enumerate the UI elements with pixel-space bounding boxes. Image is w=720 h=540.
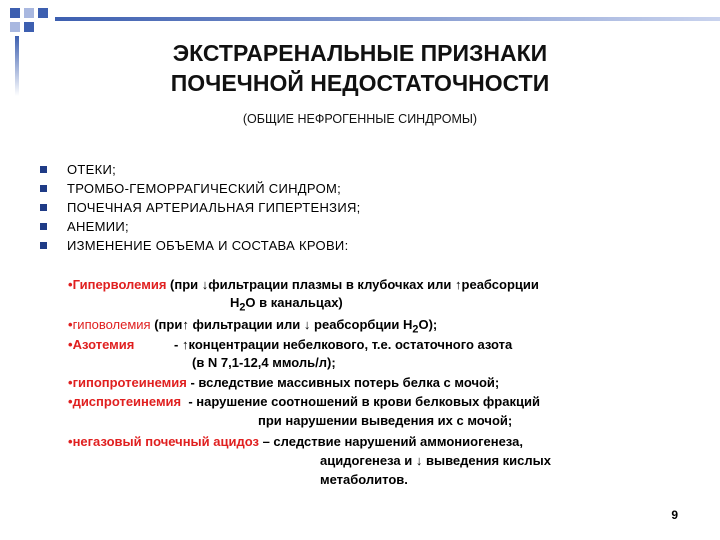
deco-square [10, 22, 20, 32]
square-bullet-icon [40, 204, 47, 211]
left-stripe [15, 36, 19, 96]
red-bullet: • [68, 375, 73, 390]
term-acidosis: негазовый почечный ацидоз [72, 434, 259, 449]
title-line-1: ЭКСТРАРЕНАЛЬНЫЕ ПРИЗНАКИ [172, 40, 548, 66]
detail-line [192, 354, 336, 371]
detail-text: концентрации небелкового, т.е. остаточного азота [188, 337, 513, 352]
detail-text: выведения кислых [422, 453, 551, 468]
term-hypoproteinemia: гипопротеинемия [72, 375, 187, 390]
arrow-up-icon: ↑ [182, 337, 189, 352]
square-bullet-icon [40, 223, 47, 230]
arrow-down-icon: ↓ [303, 317, 311, 332]
square-bullet-icon [40, 185, 47, 192]
list-item [40, 198, 361, 217]
detail-text: - вследствие массивных потерь белка с мочой; [186, 375, 500, 390]
red-bullet: • [68, 337, 73, 352]
detail-line [68, 433, 523, 450]
arrow-up-icon: ↑ [182, 317, 189, 332]
term-azotemia: Азотемия [72, 337, 135, 352]
deco-square [24, 22, 34, 32]
detail-text: фильтрации плазмы в клубочках или [208, 277, 456, 292]
deco-square [38, 8, 48, 18]
detail-line [230, 294, 343, 317]
arrow-down-icon: ↓ [201, 277, 209, 292]
red-bullet: • [68, 317, 73, 332]
page-number: 9 [671, 508, 678, 522]
title-line-2: ПОЧЕЧНОЙ НЕДОСТАТОЧНОСТИ [170, 70, 550, 96]
red-bullet: • [68, 277, 73, 292]
list-item [40, 236, 361, 255]
detail-text: – следствие нарушений аммониогенеза, [258, 434, 523, 449]
bullet-text: ИЗМЕНЕНИЕ ОБЪЕМА И СОСТАВА КРОВИ: [67, 238, 349, 253]
detail-line [68, 374, 499, 391]
subtitle: (ОБЩИЕ НЕФРОГЕННЫЕ СИНДРОМЫ) [242, 112, 478, 126]
list-item [40, 217, 361, 236]
deco-square [24, 8, 34, 18]
arrow-up-icon: ↑ [455, 277, 462, 292]
detail-text: реабсорбции H [310, 317, 413, 332]
detail-line [320, 471, 408, 488]
detail-text: - [134, 337, 182, 352]
bullet-text: ТРОМБО-ГЕМОРРАГИЧЕСКИЙ СИНДРОМ; [67, 181, 342, 196]
detail-text: (в N 7,1-12,4 ммоль/л); [192, 355, 336, 370]
page-title [60, 38, 660, 98]
detail-line [320, 452, 551, 469]
list-item [40, 160, 361, 179]
top-stripe [55, 17, 720, 21]
detail-text: (при [150, 317, 183, 332]
detail-text: O); [418, 317, 438, 332]
bullet-list [40, 160, 361, 255]
subscript: 2 [412, 323, 419, 336]
deco-square [10, 8, 20, 18]
square-bullet-icon [40, 242, 47, 249]
detail-text: H [230, 295, 240, 310]
detail-line [68, 336, 512, 353]
detail-text: ацидогенеза и [320, 453, 416, 468]
detail-text: (при [166, 277, 202, 292]
detail-text: фильтрации или [188, 317, 304, 332]
detail-text: O в канальцах) [245, 295, 343, 310]
term-hypovolemia: гиповолемия [72, 317, 151, 332]
term-hypervolemia: Гиперволемия [72, 277, 167, 292]
bullet-text: АНЕМИИ; [67, 219, 129, 234]
detail-line [68, 276, 539, 293]
detail-text: метаболитов. [320, 472, 408, 487]
detail-text: - нарушение соотношений в крови белковых фракций [181, 394, 540, 409]
red-bullet: • [68, 394, 73, 409]
detail-line [258, 412, 512, 429]
arrow-down-icon: ↓ [415, 453, 423, 468]
detail-text: при нарушении выведения их с мочой; [258, 413, 513, 428]
bullet-text: ОТЕКИ; [67, 162, 117, 177]
detail-line [68, 393, 540, 410]
term-dysproteinemia: диспротеинемия [72, 394, 182, 409]
list-item [40, 179, 361, 198]
red-bullet: • [68, 434, 73, 449]
subscript: 2 [239, 301, 246, 314]
square-bullet-icon [40, 166, 47, 173]
detail-text: реабсорции [461, 277, 539, 292]
bullet-text: ПОЧЕЧНАЯ АРТЕРИАЛЬНАЯ ГИПЕРТЕНЗИЯ; [67, 200, 361, 215]
